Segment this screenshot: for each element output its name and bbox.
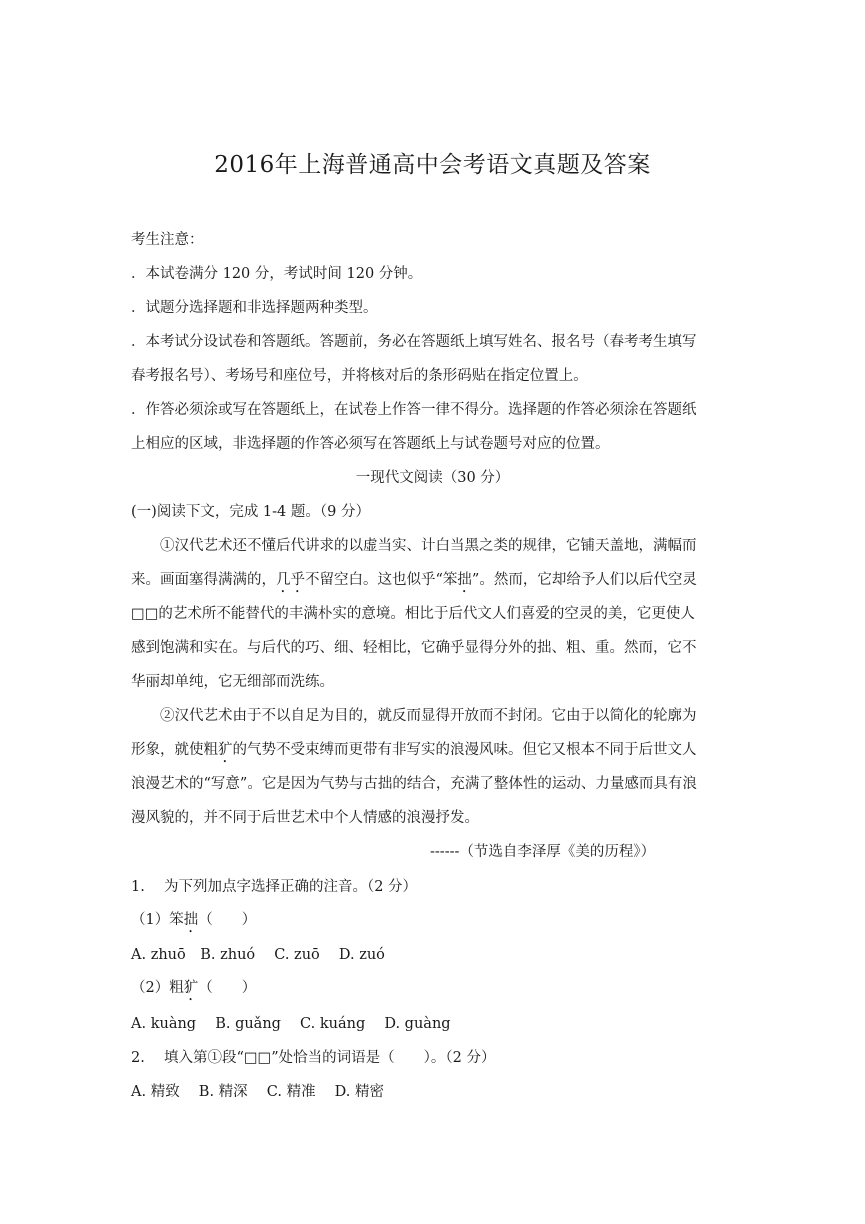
question-1-2-options: A. kuàng B. guǎng C. kuáng D. guàng: [131, 1016, 451, 1032]
passage-line: 华丽却单纯，它无细部而洗练。: [131, 674, 334, 690]
answer-blank: （ ）: [198, 980, 257, 996]
dotted-word: 几乎: [276, 572, 305, 588]
dotted-word: 拙: [457, 572, 472, 588]
question-1-2: [131, 976, 741, 1004]
passage-line: 浪漫艺术的“写意”。它是因为气势与古拙的结合，充满了整体性的运动、力量感而具有浪: [131, 776, 697, 792]
notice-item: ．本试卷满分 120 分，考试时间 120 分钟。: [131, 266, 423, 282]
passage-text: ”。然而，它却给予人们以后代空灵: [471, 572, 697, 588]
passage-line: 漫风貌的，并不同于后世艺术中个人情感的浪漫抒发。: [131, 810, 479, 826]
dotted-word: 犷: [218, 742, 233, 758]
passage-line: [131, 738, 741, 766]
passage-text: 的气势不受束缚而更带有非写实的浪漫风味。但它又根本不同于后世文人: [232, 742, 697, 758]
question-text: （1）笨: [131, 912, 184, 928]
passage-line: [131, 568, 741, 596]
page-title: 2016年上海普通高中会考语文真题及答案: [214, 152, 651, 178]
notice-item: ．作答必须涂或写在答题纸上，在试卷上作答一律不得分。选择题的作答必须涂在答题纸: [131, 402, 697, 418]
passage-line: ①汉代艺术还不懂后代讲求的以虚当实、计白当黑之类的规律，它铺天盖地，满幅而: [160, 538, 697, 554]
answer-blank: （ ）: [198, 912, 257, 928]
passage-text: 不留空白。这也似乎“笨: [305, 572, 458, 588]
section-title: 一现代文阅读（30 分）: [355, 470, 510, 486]
passage-line: □□的艺术所不能替代的丰满朴实的意境。相比于后代文人们喜爱的空灵的美，它更使人: [131, 606, 695, 622]
passage-line: ②汉代艺术由于不以自足为目的，就反而显得开放而不封闭。它由于以简化的轮廓为: [160, 708, 697, 724]
question-1-1-options: A. zhuō B. zhuó C. zuō D. zuó: [131, 947, 385, 963]
subsection-heading: (一)阅读下文，完成 1-4 题。（9 分）: [131, 504, 370, 520]
passage-line: 感到饱满和实在。与后代的巧、细、轻相比，它确乎显得分外的拙、粗、重。然而，它不: [131, 640, 697, 656]
question-2-options: A. 精致 B. 精深 C. 精准 D. 精密: [131, 1084, 385, 1100]
notice-item: 上相应的区域，非选择题的作答必须写在答题纸上与试卷题号对应的位置。: [131, 436, 610, 452]
dotted-word: 拙: [183, 912, 199, 928]
notice-heading: 考生注意：: [131, 232, 204, 248]
question-2: 2. 填入第①段“□□”处恰当的词语是（ ）。（2 分）: [131, 1050, 496, 1066]
notice-item: ．本考试分设试卷和答题纸。答题前，务必在答题纸上填写姓名、报名号（春考考生填写: [131, 334, 697, 350]
notice-item: ．试题分选择题和非选择题两种类型。: [131, 300, 378, 316]
passage-text: 来。画面塞得满满的，: [131, 572, 276, 588]
dotted-word: 犷: [183, 980, 199, 996]
notice-item: 春考报名号）、考场号和座位号，并将核对后的条形码贴在指定位置上。: [131, 368, 588, 384]
passage-text: 形象，就使粗: [131, 742, 218, 758]
passage-source: ------（节选自李泽厚《美的历程》）: [430, 844, 656, 860]
question-1-1: [131, 908, 741, 936]
question-1: 1. 为下列加点字选择正确的注音。（2 分）: [131, 879, 418, 895]
question-text: （2）粗: [131, 980, 184, 996]
